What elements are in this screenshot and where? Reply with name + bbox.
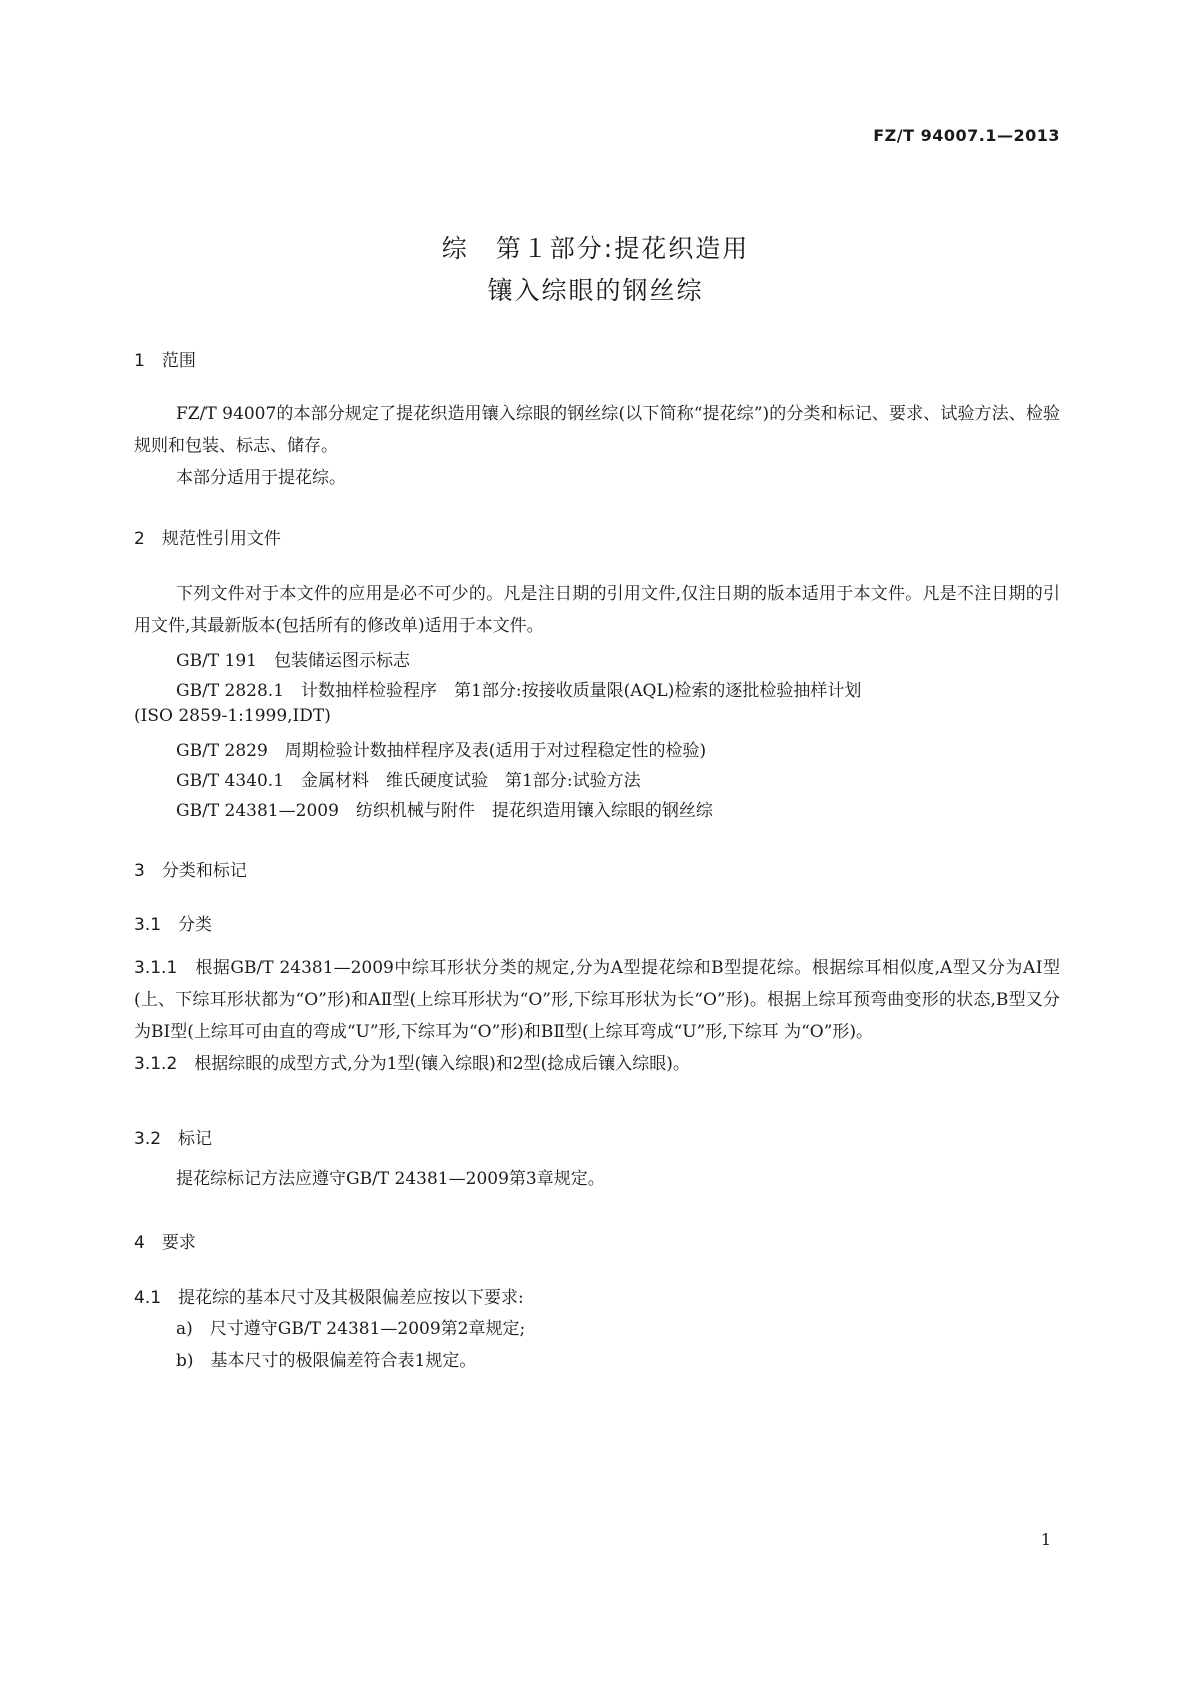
section-3-1-heading: 3.1 分类 (134, 915, 213, 935)
list-item-a: a) 尺寸遵守GB/T 24381—2009第2章规定; (176, 1319, 526, 1339)
clause-3-1-2-text: 根据综眼的成型方式,分为1型(镶入综眼)和2型(捻成后镶入综眼)。 (194, 1054, 690, 1074)
section-3-2-text: 提花综标记方法应遵守GB/T 24381—2009第3章规定。 (176, 1169, 605, 1189)
section-2-intro (134, 578, 1060, 642)
ref-item: GB/T 191 包装储运图示标志 (176, 651, 410, 671)
section-1-para-2: 本部分适用于提花综。 (176, 468, 346, 488)
ref-item: GB/T 2829 周期检验计数抽样程序及表(适用于对过程稳定性的检验) (176, 741, 707, 761)
ref-item: GB/T 2828.1 计数抽样检验程序 第1部分:按接收质量限(AQL)检索的逐批检验抽样计划 (176, 681, 862, 701)
standard-code: FZ/T 94007.1—2013 (873, 126, 1060, 145)
clause-4-1 (134, 1282, 1060, 1314)
clause-3-1-1-number: 3.1.1 (134, 958, 178, 978)
clause-4-1-text: 提花综的基本尺寸及其极限偏差应按以下要求: (178, 1288, 524, 1308)
section-2-heading: 2 规范性引用文件 (134, 529, 281, 549)
ref-item: GB/T 24381—2009 纺织机械与附件 提花织造用镶入综眼的钢丝综 (176, 801, 713, 821)
ref-item: GB/T 4340.1 金属材料 维氏硬度试验 第1部分:试验方法 (176, 771, 641, 791)
section-3-2-heading: 3.2 标记 (134, 1129, 213, 1149)
section-1-heading: 1 范围 (134, 351, 196, 371)
section-1-body (134, 398, 1060, 494)
title-line-1: 综 第１部分:提花织造用 (441, 234, 750, 263)
section-3-heading: 3 分类和标记 (134, 861, 247, 881)
clause-4-1-number: 4.1 (134, 1288, 162, 1308)
section-4-heading: 4 要求 (134, 1233, 196, 1253)
clause-3-1-2-number: 3.1.2 (134, 1054, 178, 1074)
list-item-b: b) 基本尺寸的极限偏差符合表1规定。 (176, 1351, 477, 1371)
ref-item-continuation: (ISO 2859-1:1999,IDT) (134, 706, 331, 726)
page-number: 1 (1040, 1530, 1051, 1549)
title-line-2: 镶入综眼的钢丝综 (487, 276, 704, 305)
section-1-para-1: FZ/T 94007的本部分规定了提花织造用镶入综眼的钢丝综(以下简称“提花综”)的分类和标记、要求、试验方法、检验规则和包装、标志、储存。 (134, 404, 1060, 456)
clause-3-1-1-text: 根据GB/T 24381—2009中综耳形状分类的规定,分为A型提花综和B型提花综。根据综耳相似度,A型又分为AⅠ型(上、下综耳形状都为“O”形)和AⅡ型(上综耳形状为“O”形,下综耳形状为长“O”形)。根据上综耳预弯曲变形的状态,B型又分为BⅠ型(上综耳可由直的弯成“U”形,下综耳为“O”形)和BⅡ型(上综耳弯成“U”形,下综耳 为“O”形)。 (134, 958, 1061, 1042)
clause-3-1-1 (134, 952, 1060, 1080)
section-2-intro-text: 下列文件对于本文件的应用是必不可少的。凡是注日期的引用文件,仅注日期的版本适用于本文件。凡是不注日期的引用文件,其最新版本(包括所有的修改单)适用于本文件。 (134, 584, 1060, 636)
document-title (0, 228, 1191, 312)
